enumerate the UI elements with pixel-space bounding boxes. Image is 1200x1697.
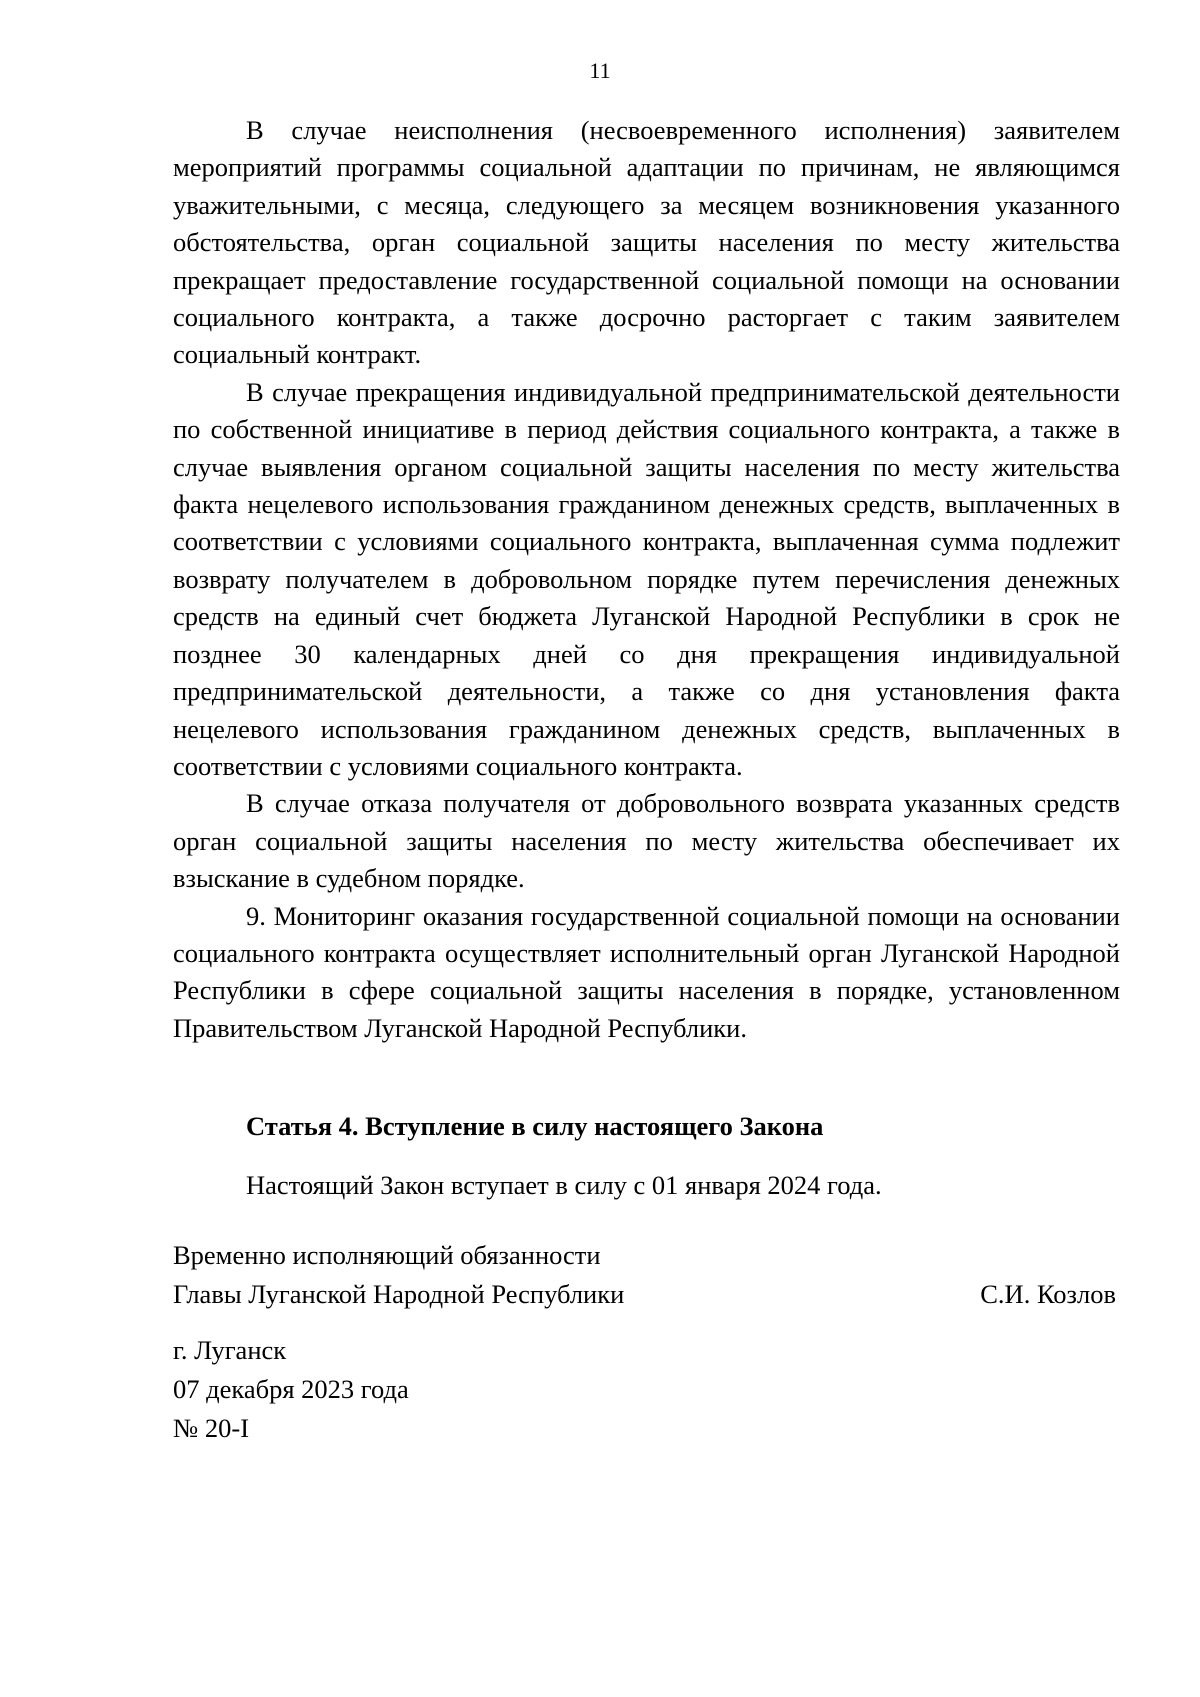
place-date-block: [173, 1331, 409, 1448]
date: 07 декабря 2023 года: [173, 1374, 409, 1404]
signatory-title-line2: Главы Луганской Народной Республики: [173, 1279, 625, 1309]
paragraph-refund: В случае прекращения индивидуальной предпринимательской деятельности по собственной инициативе в период действия социального контракта, а также в случае выявления органом социальной защиты населения по месту жительства факта нецелевого использования гражданином денежных средств, выплаченных в соответствии с условиями социального контракта, выплаченная сумма подлежит возврату получателем в добровольном порядке путем перечисления денежных средств на единый счет бюджета Луганской Народной Республики в срок не позднее 30 календарных дней со дня прекращения индивидуальной предпринимательской деятельности, а также со дня установления факта нецелевого использования гражданином денежных средств, выплаченных в соответствии с условиями социального контракта.: [173, 376, 1120, 781]
page-number: 11: [589, 58, 611, 83]
paragraph-court-recovery: В случае отказа получателя от добровольного возврата указанных средств орган социальной защиты населения по месту жительства обеспечивает их взыскание в судебном порядке.: [173, 788, 1120, 894]
law-number: № 20-I: [173, 1413, 250, 1443]
article-text: Настоящий Закон вступает в силу с 01 января 2024 года.: [246, 1170, 882, 1200]
paragraph-monitoring: 9. Мониторинг оказания государственной социальной помощи на основании социального контракта осуществляет исполнительный орган Луганской Народной Республики в сфере социальной защиты населения в порядке, установленном Правительством Луганской Народной Республики.: [173, 900, 1120, 1043]
article-heading: Статья 4. Вступление в силу настоящего Закона: [246, 1111, 824, 1141]
city: г. Луганск: [173, 1335, 287, 1365]
signatory-row: [173, 1275, 1120, 1314]
document-body: [173, 112, 1120, 1047]
signatory-title-line1: Временно исполняющий обязанности: [173, 1240, 601, 1270]
signature-block: [173, 1236, 1120, 1314]
signatory-name: С.И. Козлов: [980, 1279, 1116, 1309]
paragraph-termination: В случае неисполнения (несвоевременного исполнения) заявителем мероприятий программы социальной адаптации по причинам, не являющимся уважительными, с месяца, следующего за месяцем возникновения указанного обстоятельства, орган социальной защиты населения по месту жительства прекращает предоставление государственной социальной помощи на основании социального контракта, а также досрочно расторгает с таким заявителем социальный контракт.: [173, 115, 1120, 370]
